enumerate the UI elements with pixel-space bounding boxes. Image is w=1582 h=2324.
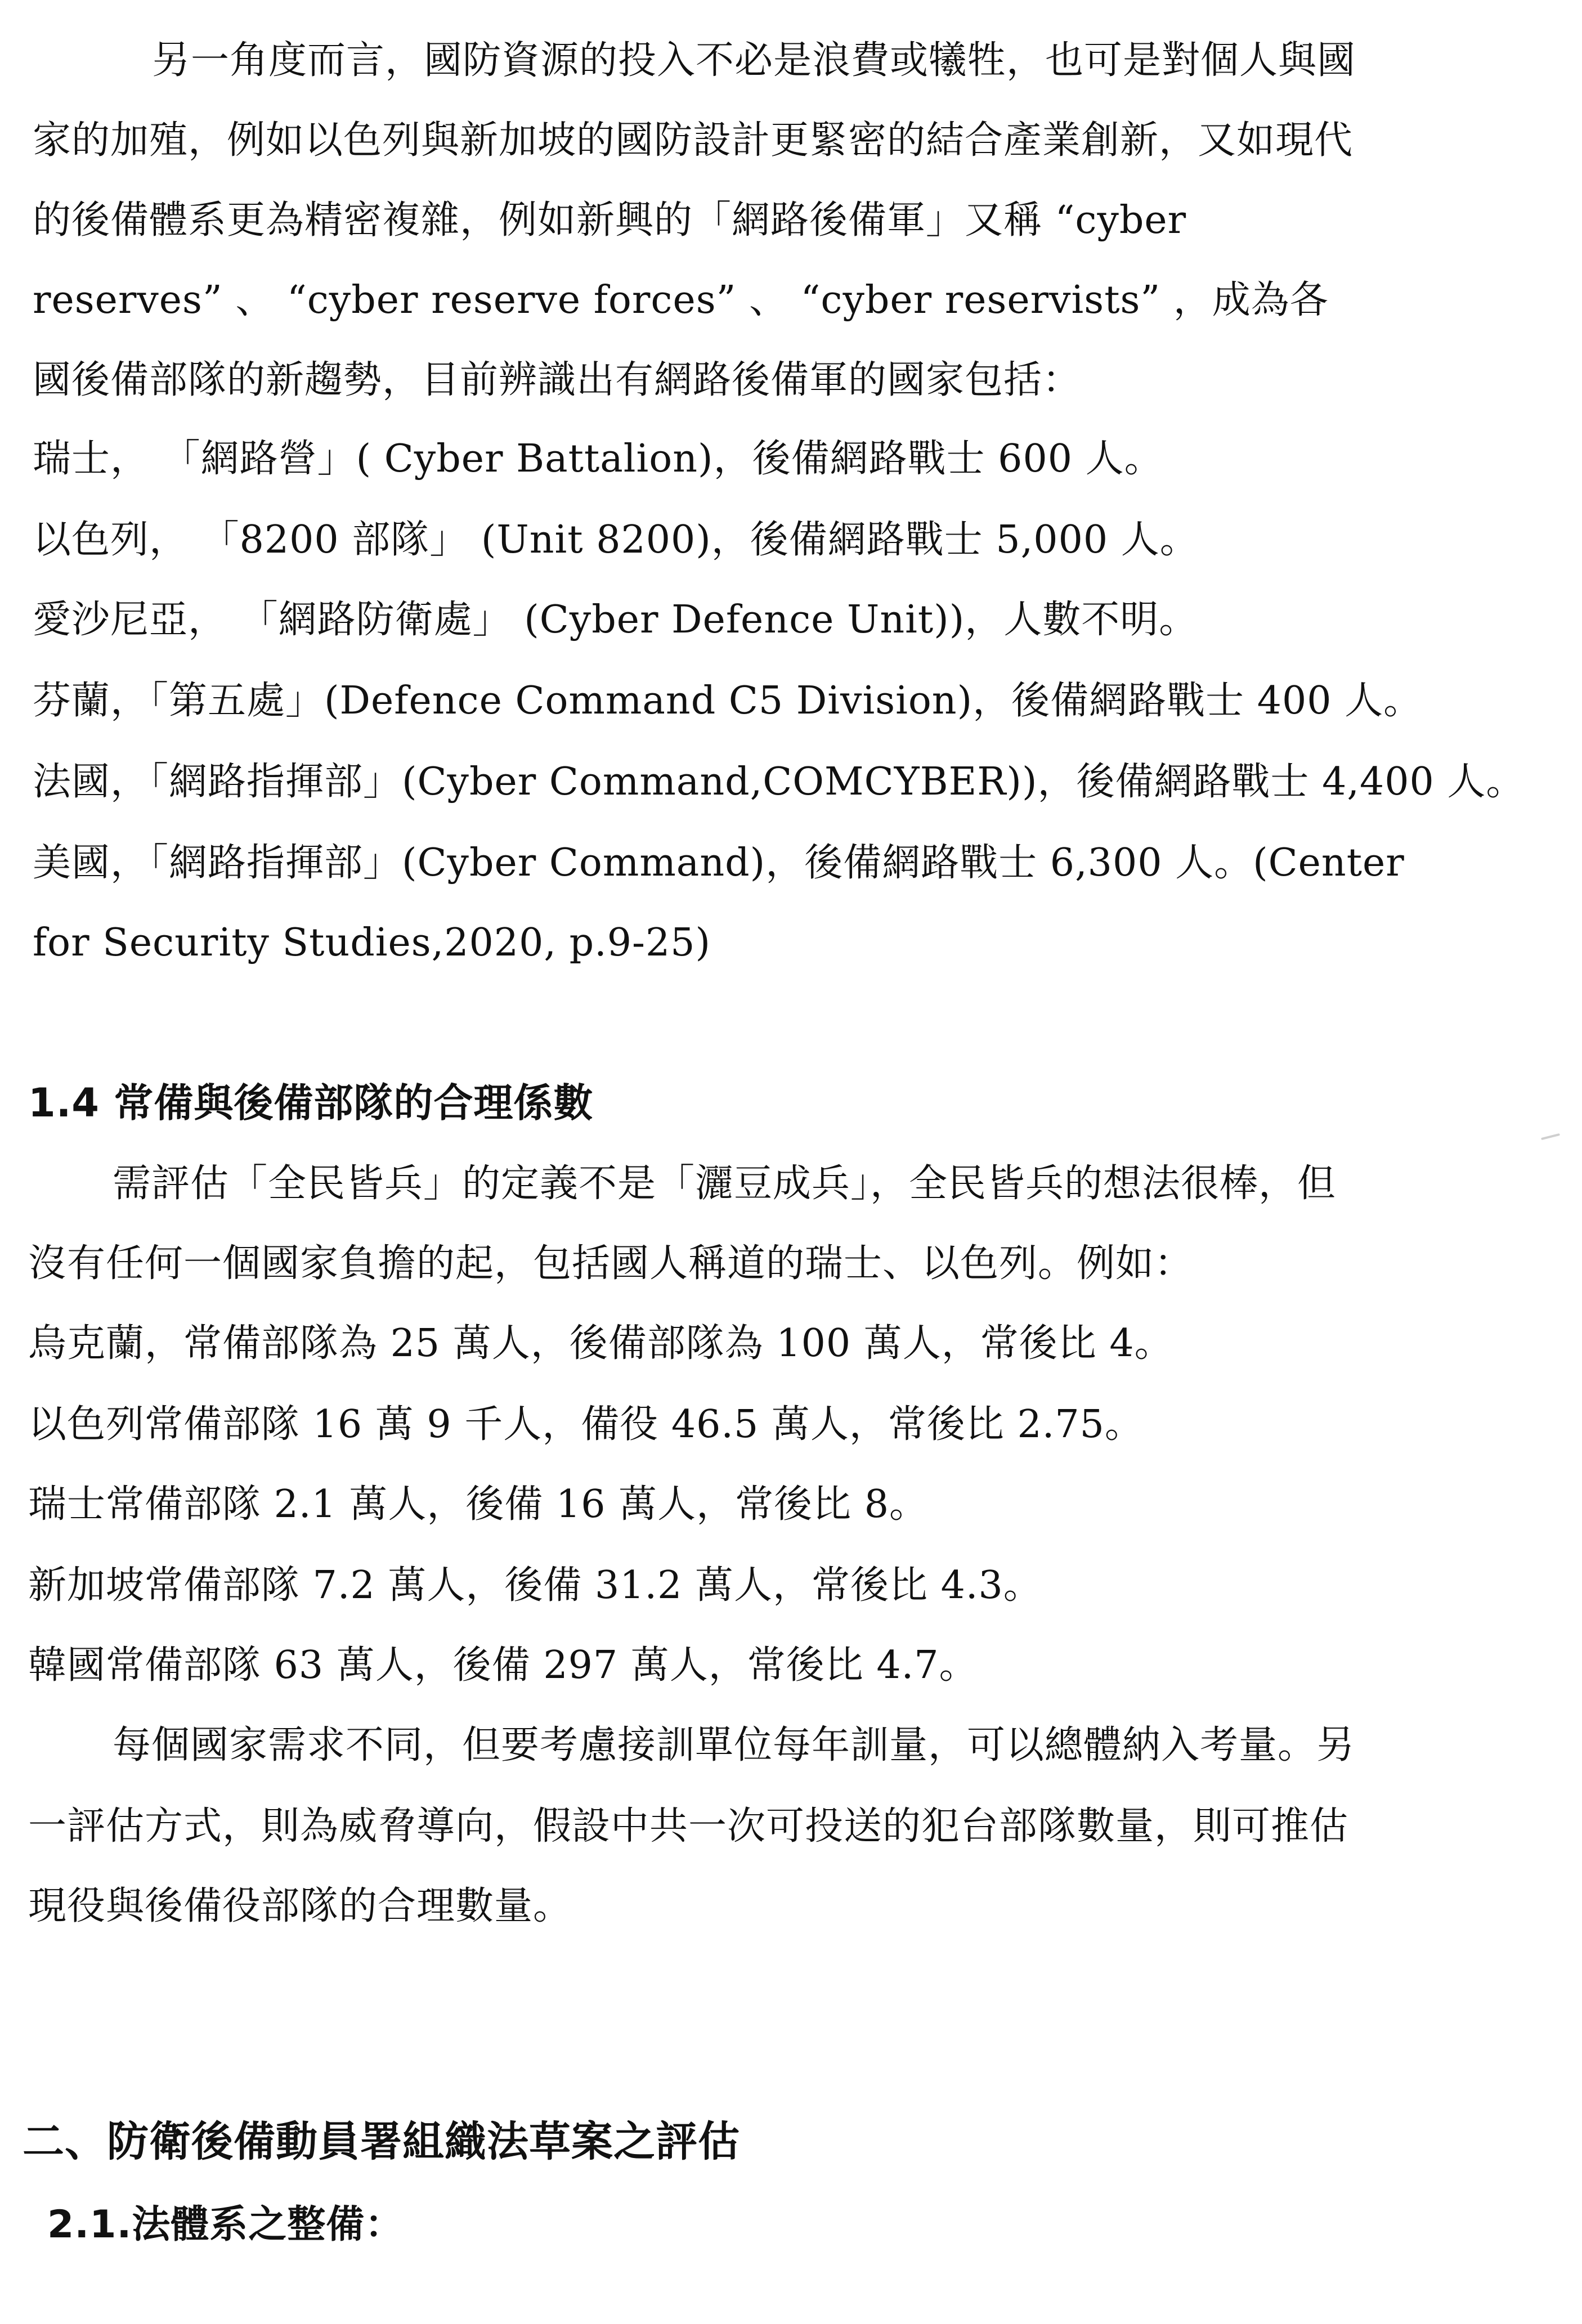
paragraph-line <box>152 33 1523 89</box>
ratio-item: 新加坡常備部隊 7.2 萬人，後備 31.2 萬人，常後比 4.3。 <box>28 1563 1042 1608</box>
list-item-france: 法國，「網路指揮部」(Cyber Command,COMCYBER))，後備網路戰士 4,400 人。 <box>33 760 1525 804</box>
paragraph-line: 現役與後備役部隊的合理數量。 <box>28 1884 572 1928</box>
ratio-item: 瑞士常備部隊 2.1 萬人，後備 16 萬人，常後比 8。 <box>28 1482 929 1527</box>
paragraph-line: 沒有任何一個國家負擔的起，包括國人稱道的瑞士、以色列。例如： <box>28 1241 1194 1286</box>
ratio-item: 韓國常備部隊 63 萬人，後備 297 萬人，常後比 4.7。 <box>28 1643 978 1688</box>
section-heading-1-4: 1.4 常備與後備部隊的合理係數 <box>28 1080 594 1126</box>
paragraph-line: 一評估方式，則為威脅導向，假設中共一次可投送的犯台部隊數量，則可推估 <box>28 1804 1349 1849</box>
text-run: 另一角度而言，國防資源的投入不必是浪費或犧牲，也可是對個人與國 <box>152 38 1356 83</box>
paragraph-line: 需評估「全民皆兵」的定義不是「灑豆成兵」，全民皆兵的想法很棒，但 <box>113 1161 1337 1206</box>
citation-line: for Security Studies,2020, p.9-25) <box>33 921 711 965</box>
paragraph-line: 的後備體系更為精密複雜，例如新興的「網路後備軍」又稱 “cyber <box>33 198 1187 243</box>
scan-mark <box>1541 1133 1560 1140</box>
list-item-switzerland: 瑞士， 「網路營」( Cyber Battalion)，後備網路戰士 600 人。 <box>33 437 1163 481</box>
section-heading-2: 二、防衛後備動員署組織法草案之評估 <box>23 2117 740 2166</box>
paragraph-line: reserves” 、 “cyber reserve forces” 、 “cyber reservists” ，成為各 <box>33 278 1329 322</box>
list-item-israel: 以色列， 「8200 部隊」 (Unit 8200)，後備網路戰士 5,000 人。 <box>33 518 1199 562</box>
list-item-estonia: 愛沙尼亞， 「網路防衛處」 (Cyber Defence Unit))，人數不明。 <box>33 598 1198 642</box>
paragraph-line: 每個國家需求不同，但要考慮接訓單位每年訓量，可以總體納入考量。另 <box>113 1723 1356 1767</box>
list-item-usa: 美國，「網路指揮部」(Cyber Command)，後備網路戰士 6,300 人。(Center <box>33 841 1405 885</box>
ratio-item: 以色列常備部隊 16 萬 9 千人，備役 46.5 萬人，常後比 2.75。 <box>28 1402 1144 1447</box>
subsection-heading-2-1: 2.1.法體系之整備： <box>47 2202 404 2247</box>
paragraph-line: 家的加殖，例如以色列與新加坡的國防設計更緊密的結合產業創新，又如現代 <box>33 118 1354 163</box>
paragraph-line: 國後備部隊的新趨勢，目前辨識出有網路後備軍的國家包括： <box>33 358 1082 402</box>
ratio-item: 烏克蘭，常備部隊為 25 萬人，後備部隊為 100 萬人，常後比 4。 <box>28 1321 1173 1366</box>
list-item-finland: 芬蘭，「第五處」(Defence Command C5 Division)，後備網路戰士 400 人。 <box>33 679 1423 723</box>
